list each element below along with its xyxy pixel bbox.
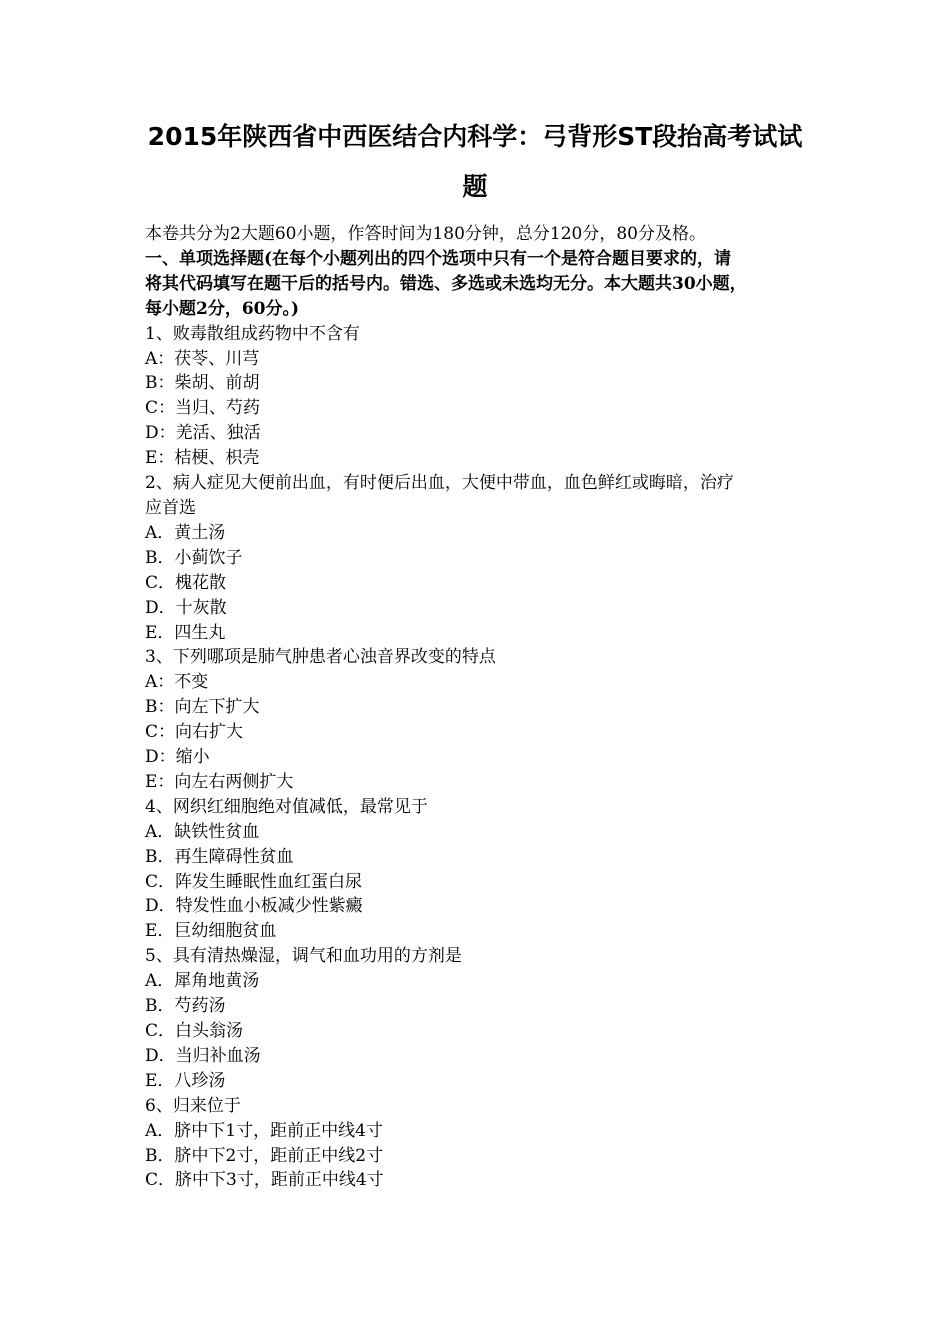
answer-option: A：不变 xyxy=(145,672,209,693)
answer-option: D：缩小 xyxy=(145,747,210,768)
answer-option: D．当归补血汤 xyxy=(145,1045,261,1066)
document-body xyxy=(145,222,815,1193)
question-item xyxy=(145,645,815,794)
question-item xyxy=(145,795,815,944)
answer-option: C．阵发生睡眠性血红蛋白尿 xyxy=(145,871,363,892)
answer-option: A．缺铁性贫血 xyxy=(145,821,260,842)
answer-option: D：羌活、独活 xyxy=(145,423,261,444)
question-item xyxy=(145,944,815,1093)
question-item xyxy=(145,1094,815,1194)
answer-option: E：向左右两侧扩大 xyxy=(145,771,294,792)
answer-option: C：向右扩大 xyxy=(145,722,244,743)
answer-option: C．脐中下3寸，距前正中线4寸 xyxy=(145,1170,384,1191)
answer-option: D．特发性血小板减少性紫癜 xyxy=(145,896,363,917)
answer-option: E．八珍汤 xyxy=(145,1070,226,1091)
answer-option: A：茯苓、川芎 xyxy=(145,348,260,369)
answer-option: B．芍药汤 xyxy=(145,996,226,1017)
exam-intro: 本卷共分为2大题60小题，作答时间为180分钟，总分120分，80分及格。 xyxy=(145,224,706,244)
answer-option: A．犀角地黄汤 xyxy=(145,971,260,992)
answer-option: C：当归、芍药 xyxy=(145,398,261,419)
question-stem: 4、网织红细胞绝对值减低，最常见于 xyxy=(145,796,428,817)
answer-option: E．巨幼细胞贫血 xyxy=(145,921,277,942)
answer-option: A．脐中下1寸，距前正中线4寸 xyxy=(145,1120,383,1141)
question-item xyxy=(145,471,815,645)
document-title xyxy=(120,112,830,212)
answer-option: C．槐花散 xyxy=(145,572,227,593)
question-stem: 5、具有清热燥湿，调气和血功用的方剂是 xyxy=(145,946,462,967)
title-line-1: 2015年陕西省中西医结合内科学：弓背形ST段抬高考试试 xyxy=(147,122,803,151)
section-heading xyxy=(145,247,815,322)
answer-option: B．小蓟饮子 xyxy=(145,547,243,568)
answer-option: D．十灰散 xyxy=(145,597,227,618)
title-line-2: 题 xyxy=(462,172,488,201)
question-stem: 3、下列哪项是肺气肿患者心浊音界改变的特点 xyxy=(145,647,496,668)
question-stem: 2、病人症见大便前出血，有时便后出血，大便中带血，血色鲜红或晦暗，治疗 xyxy=(145,473,734,494)
question-stem: 1、败毒散组成药物中不含有 xyxy=(145,323,360,344)
question-stem: 6、归来位于 xyxy=(145,1095,241,1116)
question-stem: 应首选 xyxy=(145,497,196,518)
answer-option: C．白头翁汤 xyxy=(145,1021,244,1041)
question-item xyxy=(145,322,815,471)
answer-option: B：柴胡、前胡 xyxy=(145,373,260,394)
section-heading-line: 一、单项选择题(在每个小题列出的四个选项中只有一个是符合题目要求的，请 xyxy=(145,248,732,269)
answer-option: B．再生障碍性贫血 xyxy=(145,846,294,867)
answer-option: E：桔梗、枳壳 xyxy=(145,448,260,469)
answer-option: B：向左下扩大 xyxy=(145,697,260,718)
section-heading-line: 每小题2分，60分。) xyxy=(145,298,300,319)
section-heading-line: 将其代码填写在题干后的括号内。错选、多选或未选均无分。本大题共30小题， xyxy=(145,273,747,294)
answer-option: A．黄土汤 xyxy=(145,522,226,543)
answer-option: E．四生丸 xyxy=(145,622,226,643)
question-list xyxy=(145,322,815,1194)
answer-option: B．脐中下2寸，距前正中线2寸 xyxy=(145,1145,384,1166)
